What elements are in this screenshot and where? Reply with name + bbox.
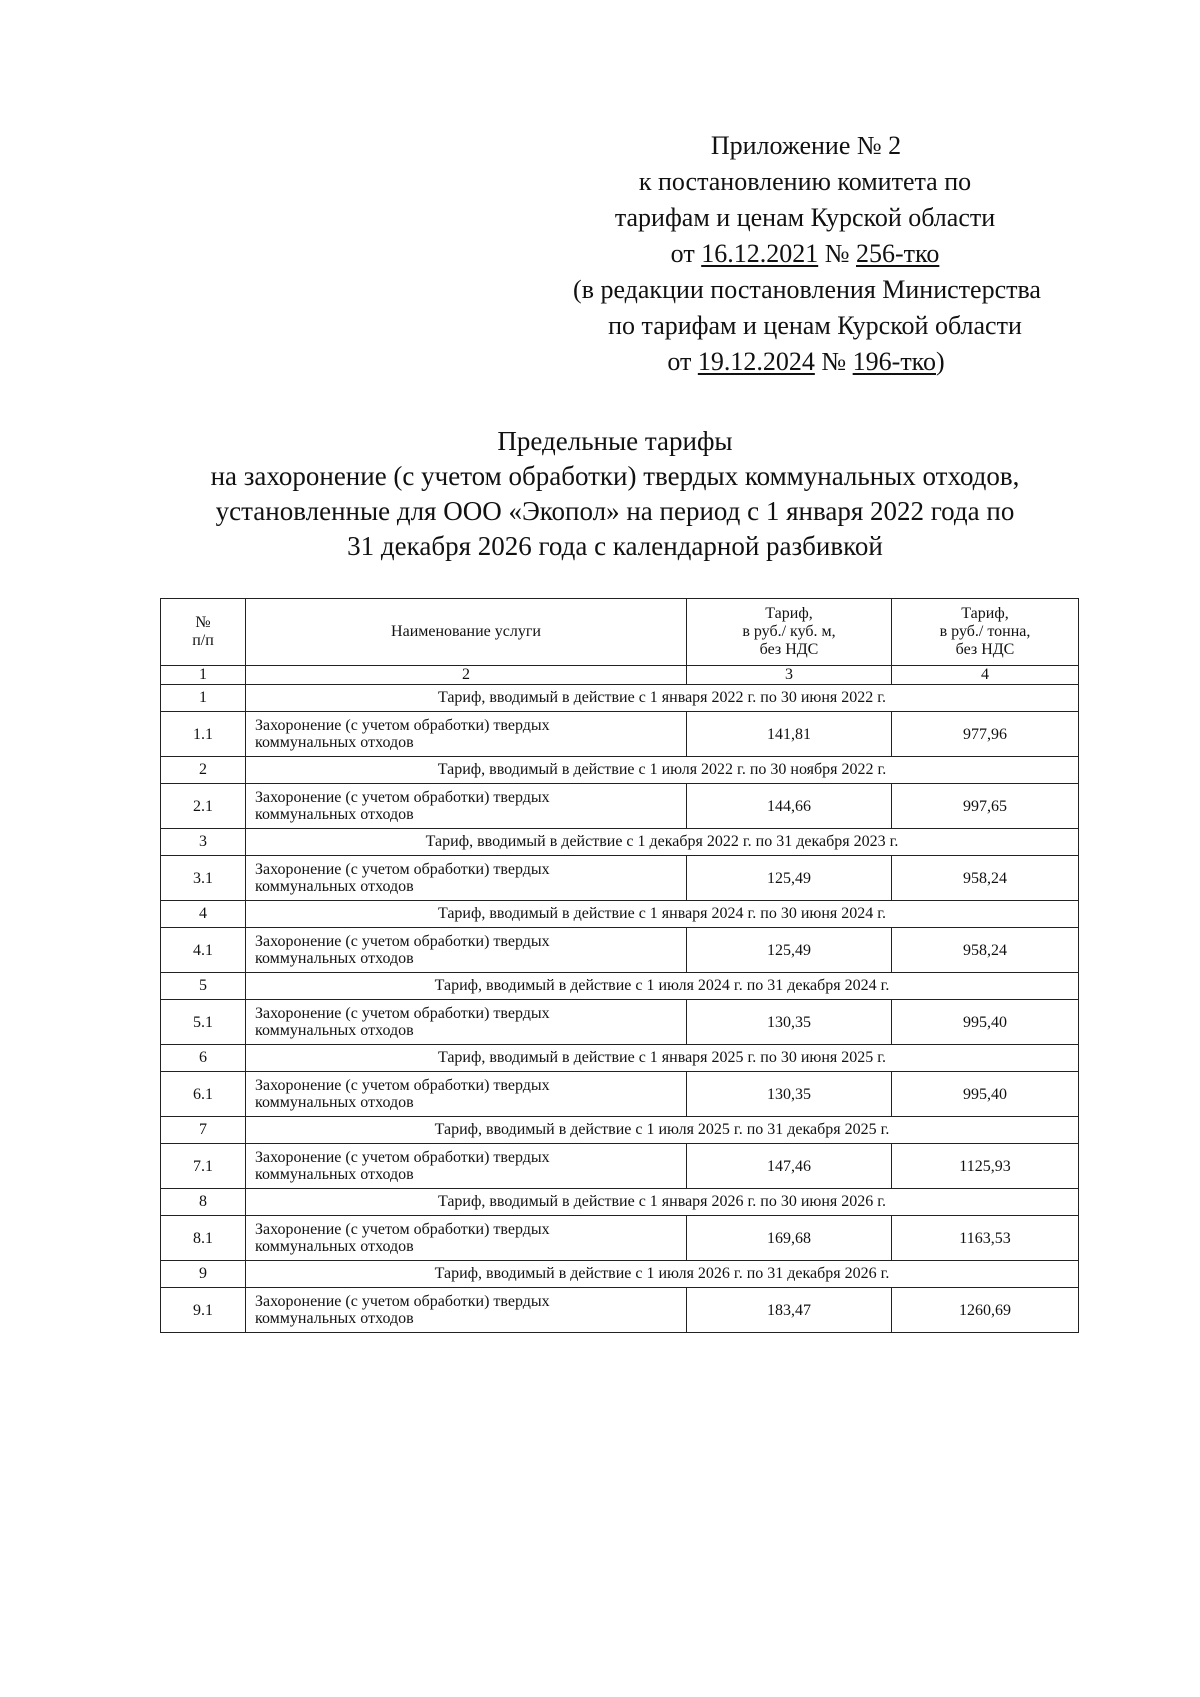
period-description: Тариф, вводимый в действие с 1 июля 2025 г. по 31 декабря 2025 г. [246,1117,1079,1144]
tariff-per-m3: 141,81 [687,712,892,757]
item-number: 7.1 [161,1144,246,1189]
period-row [161,757,1079,784]
period-description: Тариф, вводимый в действие с 1 января 2024 г. по 30 июня 2024 г. [246,901,1079,928]
tariff-per-m3: 130,35 [687,1072,892,1117]
item-number: 1.1 [161,712,246,757]
tariff-per-m3: 130,35 [687,1000,892,1045]
tariff-per-ton: 995,40 [892,1072,1079,1117]
tariff-per-ton: 997,65 [892,784,1079,829]
item-number: 2.1 [161,784,246,829]
period-number: 7 [161,1117,246,1144]
column-number: 4 [892,666,1079,685]
title-line: установленные для ООО «Экопол» на период с 1 января 2022 года по [215,496,1015,526]
appendix-header [520,128,1080,380]
period-row [161,973,1079,1000]
original-decree-ref: от 16.12.2021 № 256-тко [670,239,940,268]
header-service: Наименование услуги [246,599,687,666]
period-row [161,1261,1079,1288]
title-line: 31 декабря 2026 года с календарной разбивкой [347,531,883,561]
document-title [130,424,1100,564]
original-decree-date: 16.12.2021 [701,239,819,268]
table-row [161,1216,1079,1261]
amendment-decree-date: 19.12.2024 [697,347,815,376]
period-description: Тариф, вводимый в действие с 1 декабря 2022 г. по 31 декабря 2023 г. [246,829,1079,856]
item-number: 4.1 [161,928,246,973]
service-name: Захоронение (с учетом обработки) твердых коммунальных отходов [246,1000,687,1045]
period-number: 5 [161,973,246,1000]
table-row [161,1000,1079,1045]
period-row [161,1045,1079,1072]
period-number: 9 [161,1261,246,1288]
amendment-ref-line: по тарифам и ценам Курской области [608,311,1022,340]
service-name: Захоронение (с учетом обработки) твердых коммунальных отходов [246,712,687,757]
service-name: Захоронение (с учетом обработки) твердых коммунальных отходов [246,1072,687,1117]
header-tariff-per-ton: Тариф, в руб./ тонна, без НДС [892,599,1079,666]
tariff-per-m3: 125,49 [687,928,892,973]
column-number: 3 [687,666,892,685]
tariff-table [160,598,1079,1333]
service-name: Захоронение (с учетом обработки) твердых коммунальных отходов [246,1288,687,1333]
period-number: 1 [161,685,246,712]
tariff-per-ton: 1125,93 [892,1144,1079,1189]
item-number: 3.1 [161,856,246,901]
tariff-per-ton: 1260,69 [892,1288,1079,1333]
period-description: Тариф, вводимый в действие с 1 июля 2026 г. по 31 декабря 2026 г. [246,1261,1079,1288]
table-row [161,856,1079,901]
appendix-number: Приложение № 2 [710,131,902,160]
item-number: 5.1 [161,1000,246,1045]
amendment-ref-line: (в редакции постановления Министерства [573,275,1041,304]
table-row [161,784,1079,829]
column-number: 1 [161,666,246,685]
service-name: Захоронение (с учетом обработки) твердых коммунальных отходов [246,928,687,973]
tariff-per-ton: 1163,53 [892,1216,1079,1261]
period-number: 2 [161,757,246,784]
table-row [161,712,1079,757]
amendment-decree-ref: от 19.12.2024 № 196-тко) [667,347,945,376]
period-row [161,685,1079,712]
table-row [161,1144,1079,1189]
table-row [161,1072,1079,1117]
period-row [161,829,1079,856]
table-row [161,928,1079,973]
title-line: Предельные тарифы [497,426,733,456]
amendment-decree-number: 196-тко [852,347,936,376]
tariff-per-ton: 977,96 [892,712,1079,757]
service-name: Захоронение (с учетом обработки) твердых коммунальных отходов [246,784,687,829]
tariff-per-m3: 183,47 [687,1288,892,1333]
header-number: № п/п [161,599,246,666]
period-number: 4 [161,901,246,928]
tariff-per-m3: 125,49 [687,856,892,901]
item-number: 9.1 [161,1288,246,1333]
period-row [161,1117,1079,1144]
period-number: 8 [161,1189,246,1216]
tariff-per-m3: 144,66 [687,784,892,829]
header-tariff-per-m3: Тариф, в руб./ куб. м, без НДС [687,599,892,666]
item-number: 8.1 [161,1216,246,1261]
period-description: Тариф, вводимый в действие с 1 января 2022 г. по 30 июня 2022 г. [246,685,1079,712]
tariff-per-ton: 958,24 [892,928,1079,973]
period-row [161,901,1079,928]
period-description: Тариф, вводимый в действие с 1 июля 2022 г. по 30 ноября 2022 г. [246,757,1079,784]
service-name: Захоронение (с учетом обработки) твердых коммунальных отходов [246,1216,687,1261]
item-number: 6.1 [161,1072,246,1117]
period-number: 6 [161,1045,246,1072]
period-description: Тариф, вводимый в действие с 1 января 2026 г. по 30 июня 2026 г. [246,1189,1079,1216]
tariff-per-m3: 169,68 [687,1216,892,1261]
period-number: 3 [161,829,246,856]
original-decree-number: 256-тко [856,239,940,268]
tariff-per-ton: 958,24 [892,856,1079,901]
column-number: 2 [246,666,687,685]
table-header-row [161,599,1079,666]
appendix-ref-line: тарифам и ценам Курской области [614,203,996,232]
service-name: Захоронение (с учетом обработки) твердых коммунальных отходов [246,1144,687,1189]
service-name: Захоронение (с учетом обработки) твердых коммунальных отходов [246,856,687,901]
period-description: Тариф, вводимый в действие с 1 января 2025 г. по 30 июня 2025 г. [246,1045,1079,1072]
period-row [161,1189,1079,1216]
tariff-per-ton: 995,40 [892,1000,1079,1045]
period-description: Тариф, вводимый в действие с 1 июля 2024 г. по 31 декабря 2024 г. [246,973,1079,1000]
appendix-ref-line: к постановлению комитета по [638,167,972,196]
table-row [161,1288,1079,1333]
title-line: на захоронение (с учетом обработки) твердых коммунальных отходов, [210,461,1020,491]
column-number-row [161,666,1079,685]
tariff-per-m3: 147,46 [687,1144,892,1189]
